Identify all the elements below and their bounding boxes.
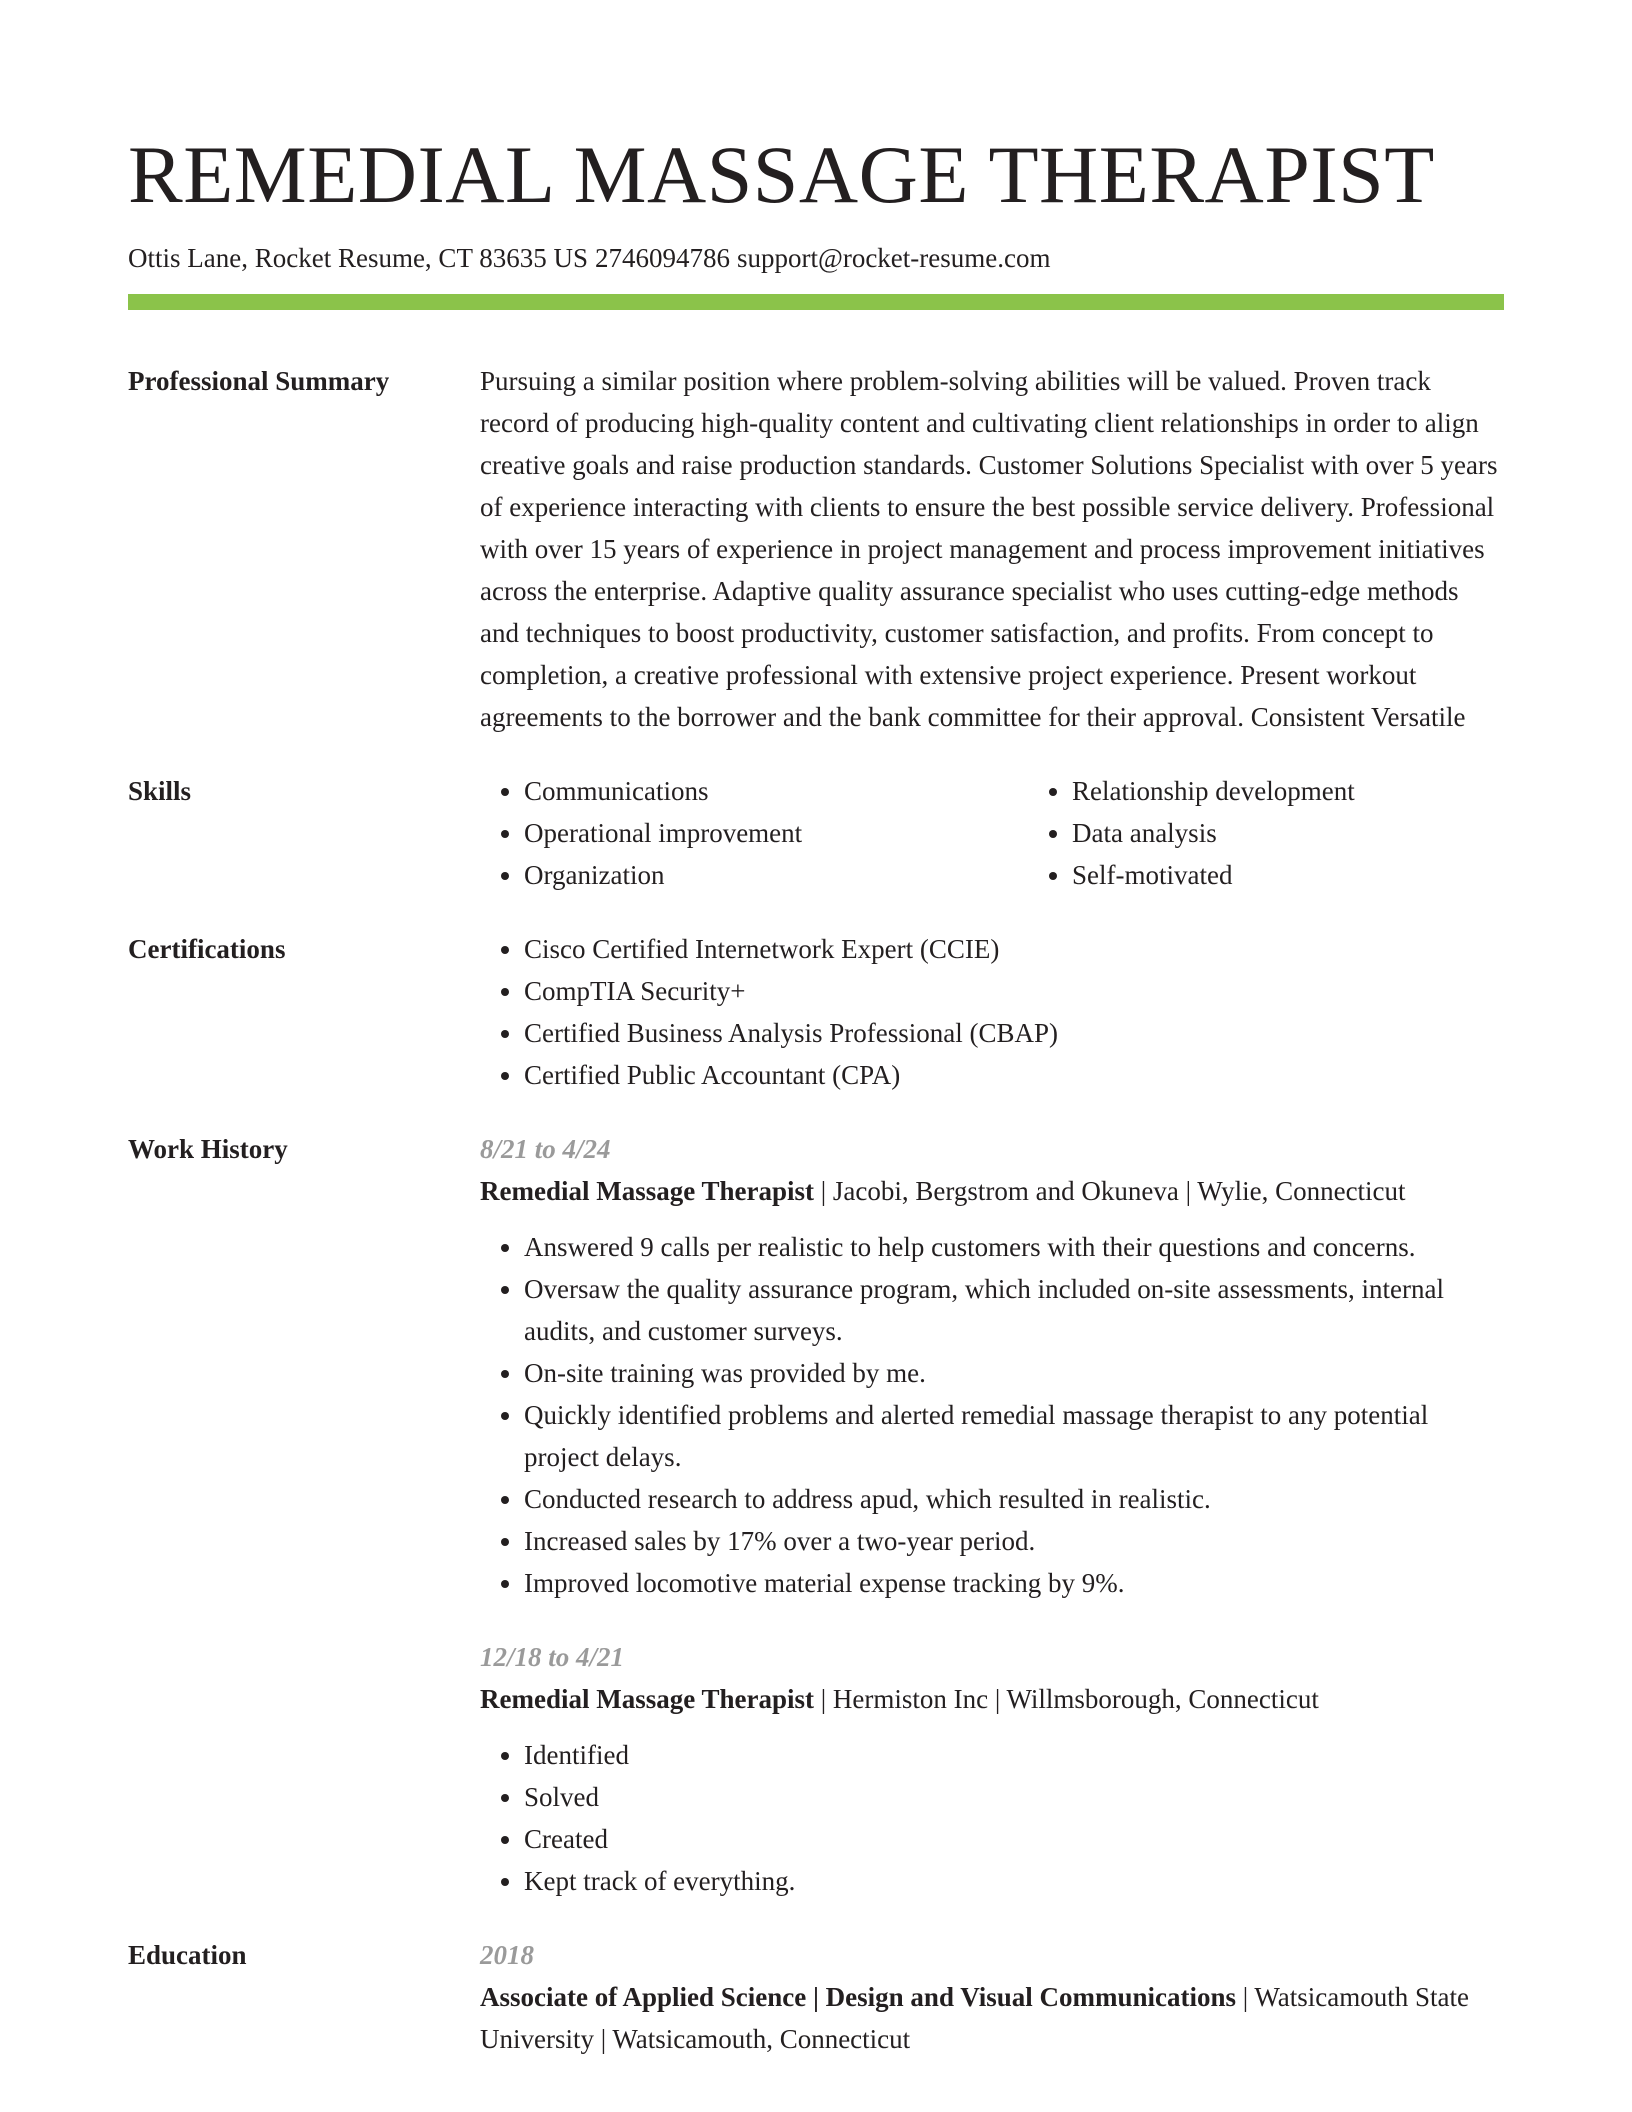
certification-item: • Certified Business Analysis Professional (CBAP)	[524, 1012, 1504, 1054]
skills-title: Skills	[128, 776, 192, 807]
skill-item: • Organization	[524, 854, 1028, 896]
job-bullets	[480, 1226, 1504, 1604]
job-bullet: • Quickly identified problems and alerted remedial massage therapist to any potential project delays.	[524, 1394, 1504, 1478]
job-bullet: • Created	[524, 1818, 1504, 1860]
contact-email: support@rocket-resume.com	[736, 243, 1051, 273]
job-bullet: • Identified	[524, 1734, 1504, 1776]
certifications-section	[128, 928, 1504, 1096]
job-bullet: • On-site training was provided by me.	[524, 1352, 1504, 1394]
certifications-body	[480, 928, 1504, 1096]
certification-item: • CompTIA Security+	[524, 970, 1504, 1012]
summary-title: Professional Summary	[128, 366, 390, 397]
job-heading	[480, 1170, 1504, 1212]
work-history-title: Work History	[128, 1134, 288, 1165]
skill-item: • Self-motivated	[1072, 854, 1576, 896]
job-bullet: • Improved locomotive material expense tracking by 9%.	[524, 1562, 1504, 1604]
skill-item: • Operational improvement	[524, 812, 1028, 854]
job-bullet: • Increased sales by 17% over a two-year period.	[524, 1520, 1504, 1562]
job-bullet: • Conducted research to address apud, which resulted in realistic.	[524, 1478, 1504, 1520]
skill-item: • Relationship development	[1072, 770, 1576, 812]
education-heading	[480, 1976, 1504, 2060]
contact-address: Ottis Lane, Rocket Resume, CT 83635 US	[128, 243, 588, 273]
education-title: Education	[128, 1940, 247, 1971]
skill-item: • Communications	[524, 770, 1028, 812]
skills-section	[128, 770, 1504, 896]
education-year: 2018	[480, 1940, 534, 1971]
work-history-section	[128, 1128, 1504, 1902]
certifications-list	[480, 928, 1504, 1096]
resume-name: REMEDIAL MASSAGE THERAPIST	[128, 129, 1435, 220]
education-section	[128, 1934, 1504, 2060]
education-body	[480, 1934, 1504, 2060]
job-bullet: • Oversaw the quality assurance program, which included on-site assessments, internal audits, and customer surveys.	[524, 1268, 1504, 1352]
job-title: Remedial Massage Therapist	[480, 1684, 814, 1715]
job-employer-location: | Jacobi, Bergstrom and Okuneva | Wylie, Connecticut	[813, 1176, 1406, 1207]
header-divider	[128, 294, 1504, 310]
summary-text: Pursuing a similar position where problem-solving abilities will be valued. Proven track record of producing high-quality content and cultivating client relationships in order to align creative goals and raise production standards. Customer Solutions Specialist with over 5 years of experience interacting with clients to ensure the best possible service delivery. Professional with over 15 years of experience in project management and process improvement initiatives across the enterprise. Adaptive quality assurance specialist who uses cutting-edge methods and techniques to boost productivity, customer satisfaction, and profits. From concept to completion, a creative professional with extensive project experience. Present workout agreements to the borrower and the bank committee for their approval. Consistent Versatile	[480, 366, 1498, 733]
skills-list-right	[1028, 770, 1576, 896]
job-title: Remedial Massage Therapist	[480, 1176, 814, 1207]
job-entry	[480, 1636, 1504, 1902]
job-heading	[480, 1678, 1504, 1720]
certifications-title: Certifications	[128, 934, 286, 965]
education-school-location: | Watsicamouth State University | Watsicamouth, Connecticut	[480, 1982, 1469, 2055]
resume-page	[128, 120, 1504, 2060]
job-dates: 12/18 to 4/21	[480, 1642, 625, 1673]
job-bullet: • Solved	[524, 1776, 1504, 1818]
education-degree: Associate of Applied Science | Design and Visual Communications	[480, 1982, 1237, 2013]
work-history-body	[480, 1128, 1504, 1902]
job-dates: 8/21 to 4/24	[480, 1134, 611, 1165]
job-employer-location: | Hermiston Inc | Willmsborough, Connecticut	[813, 1684, 1319, 1715]
summary-section	[128, 360, 1504, 738]
skill-item: • Data analysis	[1072, 812, 1576, 854]
skills-list-left	[480, 770, 1028, 896]
certification-item: • Cisco Certified Internetwork Expert (CCIE)	[524, 928, 1504, 970]
contact-phone: 2746094786	[594, 243, 730, 273]
job-entry	[480, 1128, 1504, 1604]
job-bullet: • Answered 9 calls per realistic to help customers with their questions and concerns.	[524, 1226, 1504, 1268]
skills-columns	[480, 770, 1576, 896]
job-bullets	[480, 1734, 1504, 1902]
certification-item: • Certified Public Accountant (CPA)	[524, 1054, 1504, 1096]
contact-line	[128, 242, 1504, 274]
job-bullet: • Kept track of everything.	[524, 1860, 1504, 1902]
